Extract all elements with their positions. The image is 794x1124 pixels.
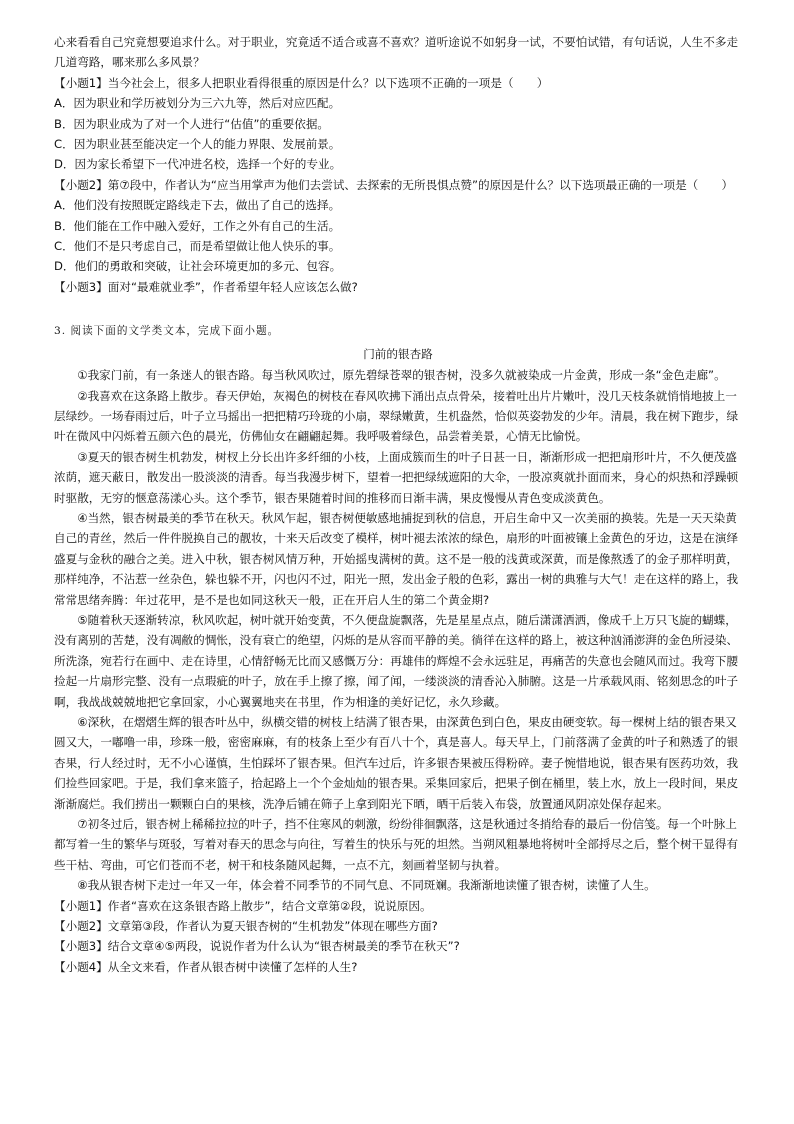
paragraph-7: ⑦初冬过后，银杏树上稀稀拉拉的叶子，挡不住寒风的刺激，纷纷徘徊飘落，这是秋通过冬捎给春的最后一份信笺。每一个叶脉上都写着一生的繁华与斑驳，写着对春天的思念与向往，写着生的快乐与死的坦然。当朔风粗暴地将树叶全部捋尽之后，整个树干显得有些干枯、弯曲，可它们苍而不老，树干和枝条随风起舞，一点不亢，刻画着坚韧与执着。 <box>54 817 739 872</box>
question-3-stem: 【小题3】面对“最难就业季”，作者希望年轻人应该怎么做? <box>54 279 358 294</box>
paragraph-4: ④当然，银杏树最美的季节在秋天。秋风乍起，银杏树便敏感地捕捉到秋的信息，开启生命中又一次美丽的换装。先是一天天染黄自己的青丝，然后一件件脱换自己的靓妆，十来天后改变了模样，树叶褪去浓浓的绿色，扇形的叶面被镶上金黄色的牙边，这是在演绎盛夏与金秋的融合之美。进入中秋，银杏树风情万种，开始摇曳满树的黄。这不是一般的浅黄或深黄，而是像熬透了的金子那样明黄，那样纯净，不沾惹一丝杂色，躲也躲不开，闪也闪不过，阳光一照，发出金子般的色彩，露出一树的典雅与大气！走在这样的路上，我常常思绪奔腾：年过花甲，是不是也如同这秋天一般，正在开启人生的第二个黄金期? <box>54 510 739 607</box>
q2-option-d: D．他们的勇敢和突破，让社会环境更加的多元、包容。 <box>54 259 342 274</box>
paragraph-8: ⑧我从银杏树下走过一年又一年，体会着不同季节的不同气息、不同斑斓。我渐渐地读懂了银杏树，读懂了人生。 <box>77 878 656 893</box>
question-1-stem: 【小题1】当今社会上，很多人把职业看得很重的原因是什么？以下选项不正确的一项是（ ） <box>54 75 549 90</box>
q1-option-c: C．因为职业甚至能决定一个人的能力界限、发展前景。 <box>54 137 341 152</box>
article-question-1: 【小题1】作者“喜欢在这条银杏路上散步”，结合文章第②段，说说原因。 <box>54 898 432 913</box>
paragraph-2: ②我喜欢在这条路上散步。春天伊始，灰褐色的树枝在春风吹拂下涌出点点骨朵，接着吐出片片嫩叶，没几天枝条就悄悄地披上一层绿纱。一场春雨过后，叶子立马摇出一把把精巧玲珑的小扇，翠绿嫩黄，生机盎然，恰似英姿勃发的少年。清晨，我在树下跑步，绿叶在微风中闪烁着五颜六色的晨光，仿佛仙女在翩翩起舞。我呼吸着绿色，品尝着美景，心情无比愉悦。 <box>54 388 739 444</box>
section-3-heading: 3. 阅读下面的文学类文本，完成下面小题。 <box>54 325 280 338</box>
article-title: 门前的银杏路 <box>363 346 433 361</box>
section-spacer <box>54 297 742 321</box>
q1-option-a: A．因为职业和学历被划分为三六九等，然后对应匹配。 <box>54 96 341 111</box>
q1-option-b: B．因为职业成为了对一个人进行“估值”的重要依据。 <box>54 116 330 131</box>
article-question-3: 【小题3】结合文章④⑤两段，说说作者为什么认为“银杏树最美的季节在秋天”? <box>54 939 460 954</box>
paragraph-1: ①我家门前，有一条迷人的银杏路。每当秋风吹过，原先碧绿苍翠的银杏树，没多久就被染成一片金黄，形成一条“金色走廊”。 <box>77 368 726 383</box>
paragraph-6: ⑥深秋，在熠熠生辉的银杏叶丛中，纵横交错的树枝上结满了银杏果，由深黄色到白色，果皮由硬变软。每一棵树上结的银杏果又圆又大，一嘟噜一串，珍珠一般，密密麻麻，有的枝条上至少有百八十个，真是喜人。每天早上，门前落满了金黄的叶子和熟透了的银杏果，行人经过时，无不小心谨慎，生怕踩坏了银杏果。但汽车过后，许多银杏果被压得粉碎。妻子惋惜地说，银杏果有医药功效，我们捡些回家吧。于是，我们拿来篮子，拾起路上一个个金灿灿的银杏果。采集回家后，把果子倒在桶里，装上水，放上一段时间，果皮渐渐腐烂。我们捞出一颗颗白白的果核，洗净后铺在筛子上拿到阳光下晒，晒干后装入布袋，放置通风阴凉处保存起来。 <box>54 715 739 811</box>
paragraph-3: ③夏天的银杏树生机勃发，树杈上分长出许多纤细的小枝，上面成簇而生的叶子日甚一日，渐渐形成一把把扇形叶片，不久便茂盛浓荫，遮天蔽日，散发出一股淡淡的清香。每当我漫步树下，望着一把把绿绒遮阳的大伞，一股凉爽就扑面而来，身心的炽热和浮躁顿时驱散，无穷的惬意荡漾心头。这个季节，银杏果随着时间的推移而日渐丰满，果皮慢慢从青色变成淡黄色。 <box>54 449 739 505</box>
q2-option-b: B．他们能在工作中融入爱好，工作之外有自己的生活。 <box>54 218 341 233</box>
article-question-2: 【小题2】文章第③段，作者认为夏天银杏树的“生机勃发”体现在哪些方面? <box>54 919 438 934</box>
q2-option-a: A．他们没有按照既定路线走下去，做出了自己的选择。 <box>54 198 341 213</box>
paragraph-5: ⑤随着秋天逐渐转凉，秋风吹起，树叶就开始变黄，不久便盘旋飘落，先是星星点点，随后潇潇洒洒，像成千上万只飞旋的蝴蝶，没有离别的苦楚，没有凋敝的惆怅，没有衰亡的绝望，闪烁的是从容而平静的美。徜徉在这样的路上，被这种汹涌澎湃的金色所浸染、所洗涤，宛若行在画中、走在诗里，心情舒畅无比而又感慨万分：再雄伟的辉煌不会永远驻足，再痛苦的失意也会随风而过。我弯下腰捡起一片扇形完整、没有一点瑕疵的叶子，放在手上擦了擦，闻了闻，一缕淡淡的清香沁入肺腑。这是一片承载风雨、铭刻思念的叶子啊，我战战兢兢地把它拿回家，小心翼翼地夹在书里，作为相逢的美好记忆，永久珍藏。 <box>54 612 739 709</box>
passage-continuation: 心来看看自己究竟想要追求什么。对于职业，究竟适不适合或喜不喜欢？道听途说不如躬身一试，不要怕试错，有句话说，人生不多走几道弯路，哪来那么多风景？ <box>54 35 739 70</box>
question-2-stem: 【小题2】第⑦段中，作者认为“应当用掌声为他们去尝试、去探索的无所畏惧点赞”的原因是什么？以下选项最正确的一项是（ ） <box>54 177 734 192</box>
article-question-4: 【小题4】从全文来看，作者从银杏树中读懂了怎样的人生? <box>54 959 358 974</box>
q1-option-d: D．因为家长希望下一代冲进名校，选择一个好的专业。 <box>54 157 342 172</box>
q2-option-c: C．他们不是只考虑自己，而是希望做让他人快乐的事。 <box>54 239 341 254</box>
